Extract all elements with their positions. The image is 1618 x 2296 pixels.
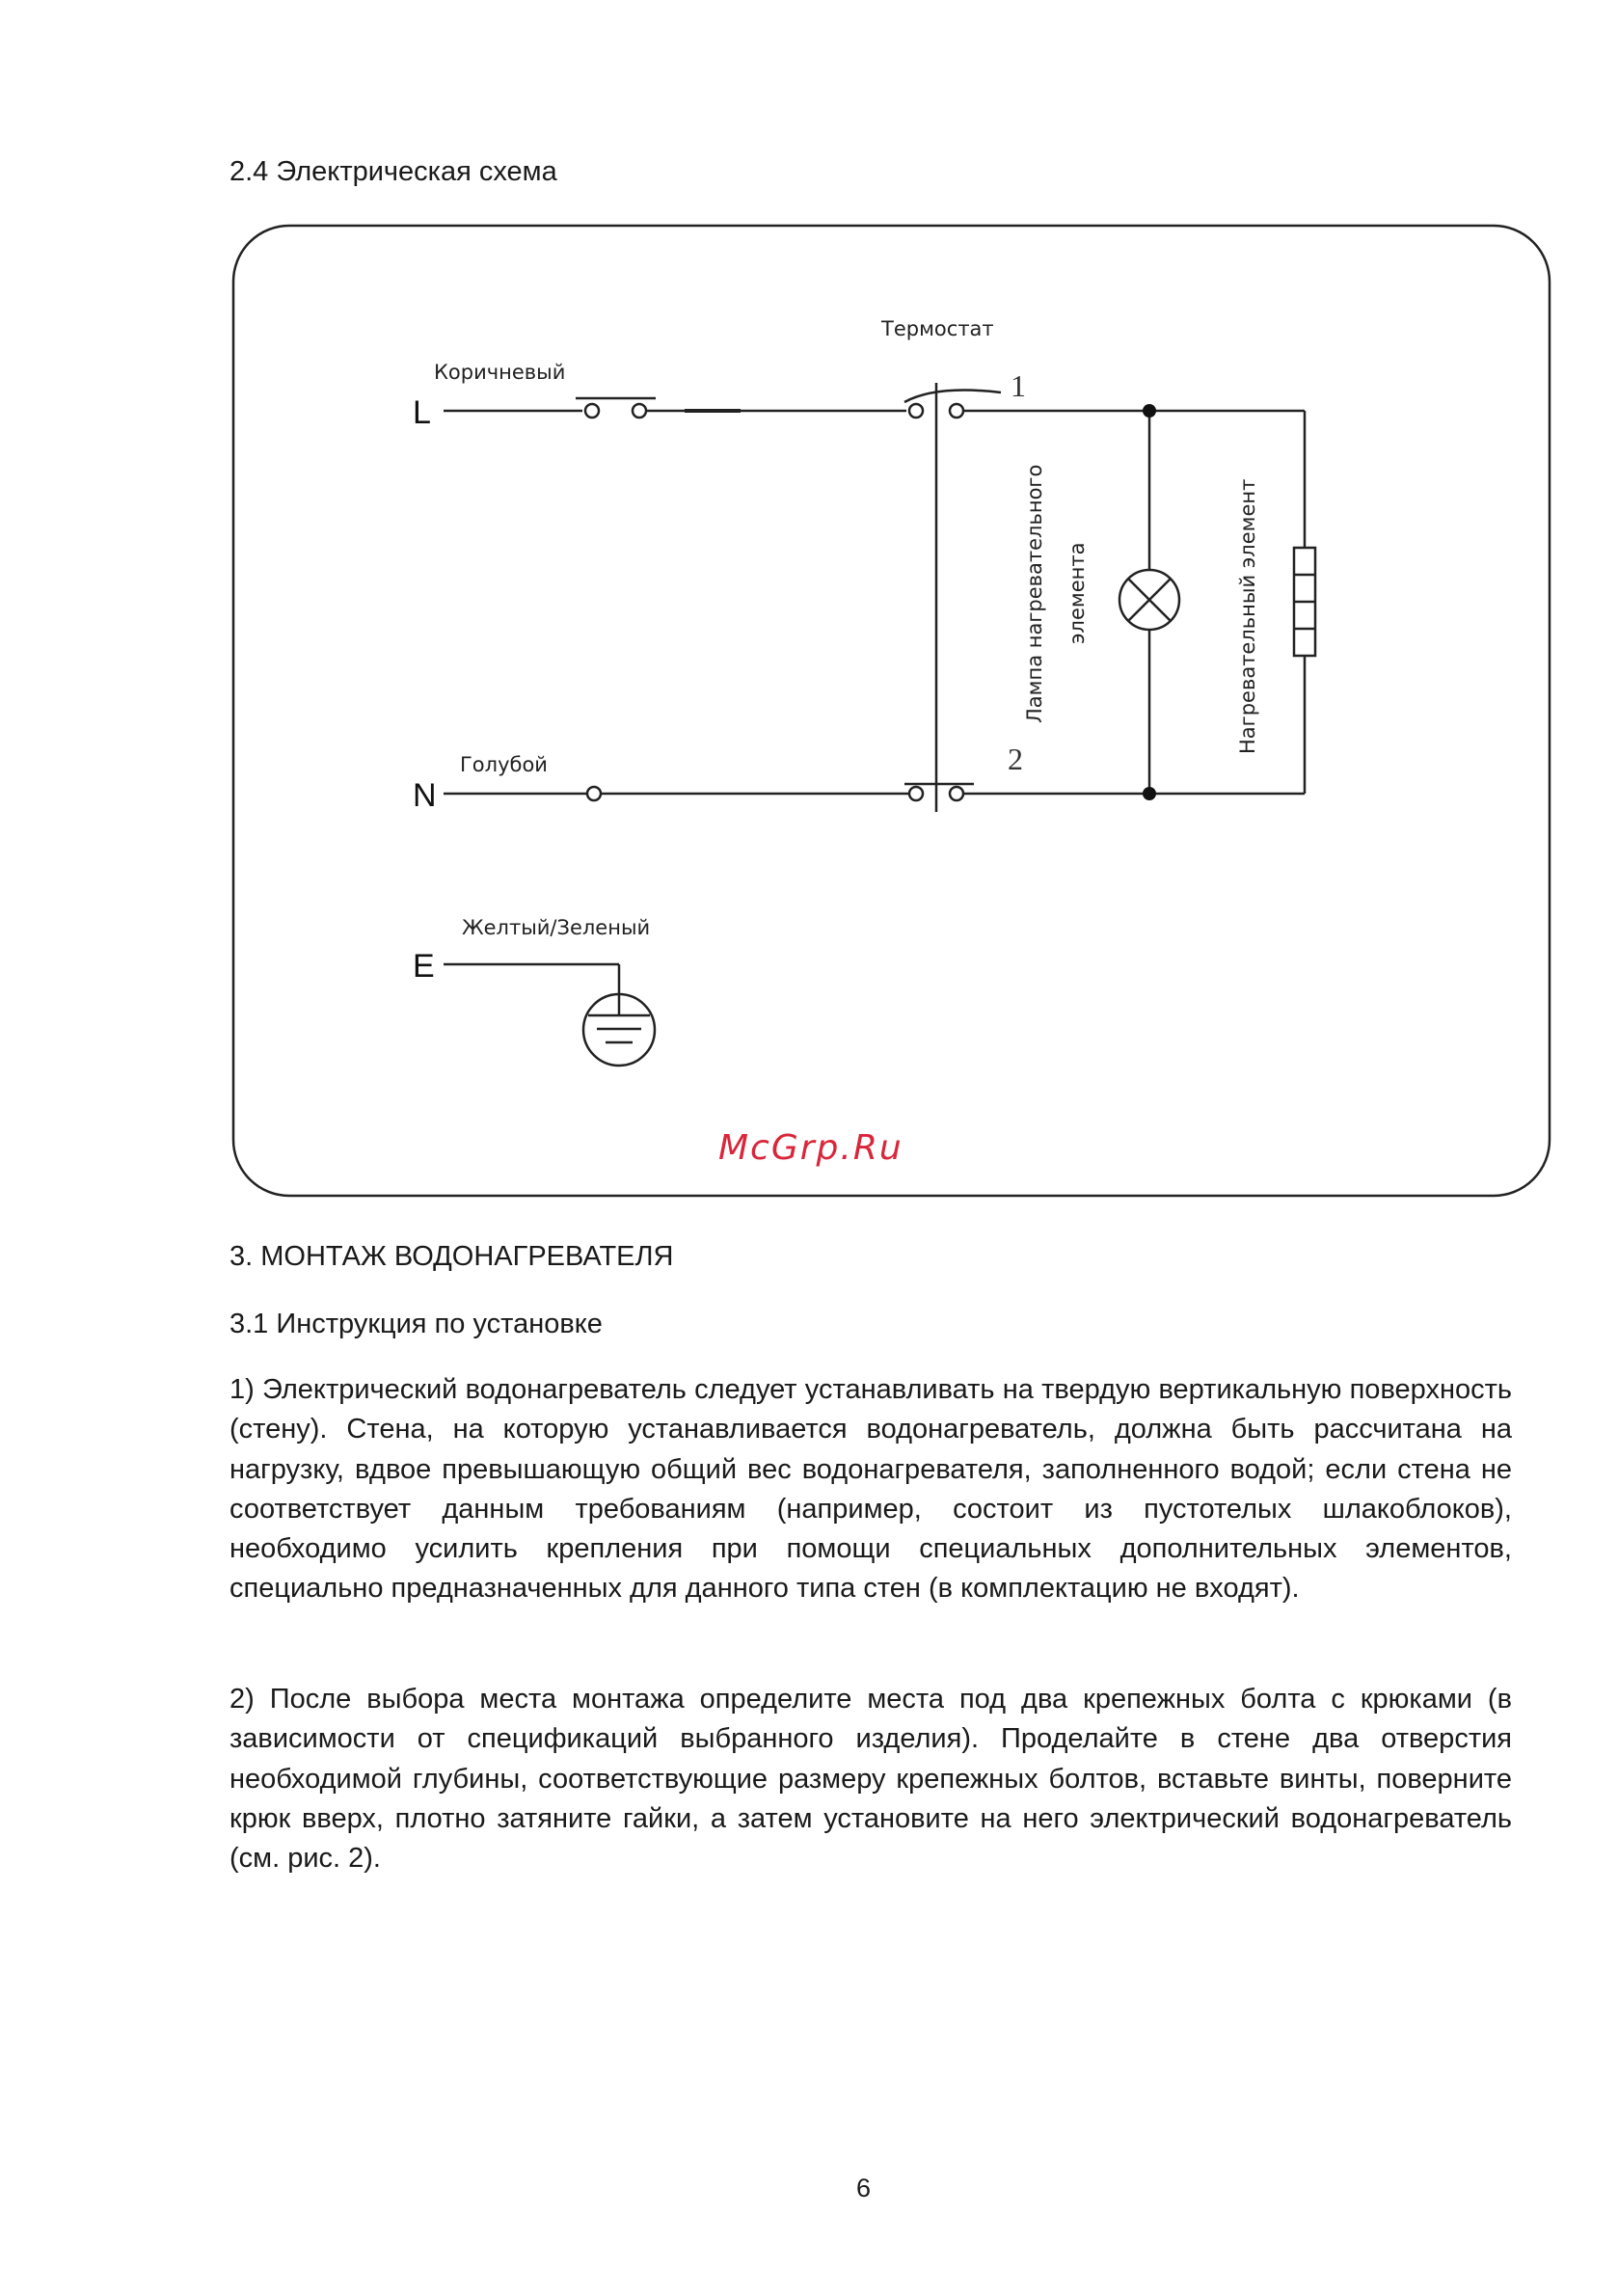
switch-contact-right — [633, 404, 646, 418]
junction-dot-top — [1143, 404, 1156, 418]
lamp-label-line-2: элемента — [1065, 542, 1089, 644]
lamp-label-line-1: Лампа нагревательного — [1023, 464, 1046, 723]
thermostat-contact-1a — [909, 404, 923, 418]
n-terminal-contact — [587, 787, 601, 800]
section-3-title: 3. МОНТАЖ ВОДОНАГРЕВАТЕЛЯ — [229, 1241, 674, 1272]
page-number: 6 — [856, 2174, 872, 2202]
thermostat-label: Термостат — [881, 317, 994, 340]
thermostat-contact-1b — [950, 404, 963, 418]
wiring-diagram — [229, 222, 1553, 1201]
paragraph-1: 1) Электрический водонагреватель следует устанавливать на твердую вертикальную поверхность (стену). Стена, на которую устанавливается водонагреватель, должна быть рассчитана на нагрузку, вдвое превышающую общий вес водонагревателя, заполненного водой; если стена не соответствует данным требованиям (например, состоит из пустотелых шлакоблоков), необходимо усилить крепления при помощи специальных дополнительных элементов, специально предназначенных для данного типа стен (в комплектацию не входят). — [229, 1374, 1512, 1605]
blue-wire-label: Голубой — [460, 753, 548, 776]
diagram-frame — [233, 226, 1550, 1196]
contact-number-2: 2 — [1008, 742, 1023, 776]
terminal-l-label: L — [413, 394, 431, 431]
terminal-n-label: N — [413, 777, 437, 814]
switch-contact-left — [585, 404, 599, 418]
terminal-e-label: E — [413, 948, 435, 985]
section-3-1-subtitle: 3.1 Инструкция по установке — [229, 1309, 603, 1339]
ground-wire-label: Желтый/Зеленый — [462, 916, 651, 939]
paragraph-2: 2) После выбора места монтажа определите места под два крепежных болта с крюками (в зависимости от спецификаций выбранного изделия). Проделайте в стене два отверстия необходимой глубины, соответствующие размеру крепежных болтов, вставьте винты, поверните крюк вверх, плотно затяните гайки, а затем установите на него электрический водонагреватель (см. рис. 2). — [229, 1684, 1512, 1875]
watermark: McGrp.Ru — [718, 1128, 903, 1168]
section-2-4-title: 2.4 Электрическая схема — [229, 156, 557, 187]
thermostat-contact-2b — [950, 787, 963, 800]
heater-label: Нагревательный элемент — [1236, 478, 1259, 754]
contact-number-1: 1 — [1011, 368, 1026, 403]
brown-wire-label: Коричневый — [434, 361, 566, 384]
thermostat-contact-2a — [909, 787, 923, 800]
junction-dot-bottom — [1143, 787, 1156, 800]
